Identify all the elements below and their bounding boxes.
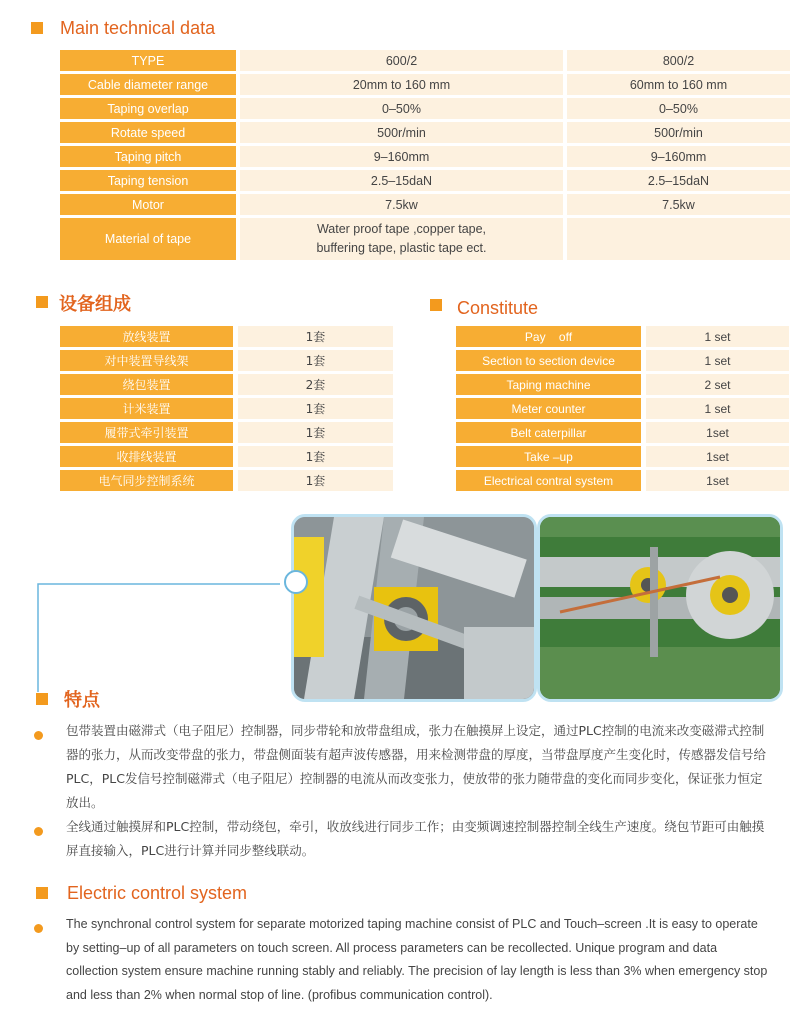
section-marker bbox=[430, 299, 442, 311]
row-label: Rotate speed bbox=[60, 122, 240, 143]
row-value-800: 7.5kw bbox=[567, 194, 794, 215]
component-qty: 1套 bbox=[238, 446, 393, 467]
component-qty: 2 set bbox=[646, 374, 789, 395]
component-qty: 1套 bbox=[238, 398, 393, 419]
electric-title: Electric control system bbox=[67, 883, 248, 903]
bullet-icon bbox=[34, 924, 43, 933]
table-row bbox=[456, 326, 789, 347]
component-label: Section to section device bbox=[456, 350, 646, 371]
component-qty: 1套 bbox=[238, 470, 393, 491]
row-label: TYPE bbox=[60, 50, 240, 71]
component-qty: 1set bbox=[646, 446, 789, 467]
table-row bbox=[456, 446, 789, 467]
component-label: 绕包装置 bbox=[60, 374, 238, 395]
row-value-600: 0–50% bbox=[240, 98, 567, 119]
section-marker bbox=[36, 693, 48, 705]
table-row bbox=[60, 50, 794, 71]
table-row bbox=[60, 146, 794, 167]
table-row bbox=[456, 350, 789, 371]
table-row bbox=[60, 74, 794, 95]
callout-connector bbox=[30, 570, 310, 700]
component-label: 放线装置 bbox=[60, 326, 238, 347]
component-label: Pay off bbox=[456, 326, 646, 347]
cn-components-table bbox=[60, 323, 393, 494]
component-qty: 1set bbox=[646, 422, 789, 443]
table-row bbox=[456, 470, 789, 491]
material-line-2: buffering tape, plastic tape ect. bbox=[316, 241, 487, 255]
row-label: Taping overlap bbox=[60, 98, 240, 119]
component-qty: 1套 bbox=[238, 326, 393, 347]
features-paragraph-1: 包带装置由磁滞式（电子阻尼）控制器，同步带轮和放带盘组成，张力在触摸屏上设定，通过PLC控制的电流来改变磁滞式控制器的张力，从而改变带盘的张力，带盘侧面装有超声波传感器，用来检测带盘的厚度，当带盘厚度产生变化时，传感器发信号给PLC，PLC发信号控制磁滞式（电子阻尼）控制器的电流从而改变张力，使放带的张力随带盘的变化而同步变化，保证张力恒定放出。 bbox=[66, 723, 767, 810]
table-row bbox=[60, 218, 794, 260]
component-label: 电气同步控制系统 bbox=[60, 470, 238, 491]
component-qty: 2套 bbox=[238, 374, 393, 395]
taping-head-photo bbox=[291, 514, 537, 702]
en-components-table bbox=[456, 323, 789, 494]
main-data-table bbox=[60, 47, 794, 263]
features-paragraph-2: 全线通过触摸屏和PLC控制，带动绕包，牵引，收放线进行同步工作；由变频调速控制器控制全线生产速度。绕包节距可由触摸屏直接输入，PLC进行计算并同步整线联动。 bbox=[66, 819, 765, 858]
table-row bbox=[60, 374, 393, 395]
row-value-600: 7.5kw bbox=[240, 194, 567, 215]
component-label: Taping machine bbox=[456, 374, 646, 395]
row-value-800: 800/2 bbox=[567, 50, 794, 71]
component-label: 对中装置导线架 bbox=[60, 350, 238, 371]
row-label: Cable diameter range bbox=[60, 74, 240, 95]
row-label: Taping pitch bbox=[60, 146, 240, 167]
payoff-reel-photo bbox=[537, 514, 783, 702]
electric-paragraph: The synchronal control system for separate motorized taping machine consist of PLC and Touch–screen .It is easy to operate by setting–up of all parameters on touch screen. All process parameters can be recollected. Unique program and data collection system ensure machine running stably and reliably. The precision of lay length is less than 3% when emergency stop and less than 2% when normal stop of line. (profibus communication control). bbox=[66, 917, 768, 1002]
row-label: Taping tension bbox=[60, 170, 240, 191]
table-row bbox=[60, 98, 794, 119]
table-row bbox=[60, 326, 393, 347]
component-qty: 1套 bbox=[238, 350, 393, 371]
row-value-600: 500r/min bbox=[240, 122, 567, 143]
table-row bbox=[456, 374, 789, 395]
component-qty: 1套 bbox=[238, 422, 393, 443]
component-label: Electrical contral system bbox=[456, 470, 646, 491]
component-qty: 1 set bbox=[646, 326, 789, 347]
row-value-600: 9–160mm bbox=[240, 146, 567, 167]
bullet-icon bbox=[34, 731, 43, 740]
cn-components-title: 设备组成 bbox=[59, 294, 131, 315]
bullet-icon bbox=[34, 827, 43, 836]
material-line-1: Water proof tape ,copper tape, bbox=[316, 222, 487, 236]
callout-circle bbox=[284, 570, 308, 594]
component-qty: 1set bbox=[646, 470, 789, 491]
row-label: Material of tape bbox=[60, 218, 240, 260]
component-label: Take –up bbox=[456, 446, 646, 467]
features-title: 特点 bbox=[64, 690, 100, 711]
en-components-title: Constitute bbox=[457, 298, 539, 318]
table-row bbox=[60, 398, 393, 419]
component-label: 履带式牵引装置 bbox=[60, 422, 238, 443]
section-marker bbox=[36, 887, 48, 899]
component-label: 收排线装置 bbox=[60, 446, 238, 467]
table-row bbox=[60, 446, 393, 467]
table-row bbox=[60, 422, 393, 443]
main-data-title: Main technical data bbox=[60, 18, 216, 38]
row-value-800: 2.5–15daN bbox=[567, 170, 794, 191]
table-row bbox=[456, 398, 789, 419]
row-value-600: 2.5–15daN bbox=[240, 170, 567, 191]
component-label: 计米装置 bbox=[60, 398, 238, 419]
component-qty: 1 set bbox=[646, 398, 789, 419]
table-row bbox=[456, 422, 789, 443]
table-row bbox=[60, 170, 794, 191]
row-value-800: 60mm to 160 mm bbox=[567, 74, 794, 95]
component-qty: 1 set bbox=[646, 350, 789, 371]
row-value-800: 500r/min bbox=[567, 122, 794, 143]
section-marker bbox=[31, 22, 43, 34]
component-label: Belt caterpillar bbox=[456, 422, 646, 443]
row-value-600 bbox=[240, 218, 567, 260]
row-value-800 bbox=[567, 218, 794, 260]
section-marker bbox=[36, 296, 48, 308]
row-value-600: 600/2 bbox=[240, 50, 567, 71]
row-value-800: 0–50% bbox=[567, 98, 794, 119]
row-value-800: 9–160mm bbox=[567, 146, 794, 167]
table-row bbox=[60, 122, 794, 143]
row-label: Motor bbox=[60, 194, 240, 215]
table-row bbox=[60, 194, 794, 215]
table-row bbox=[60, 470, 393, 491]
row-value-600: 20mm to 160 mm bbox=[240, 74, 567, 95]
component-label: Meter counter bbox=[456, 398, 646, 419]
table-row bbox=[60, 350, 393, 371]
